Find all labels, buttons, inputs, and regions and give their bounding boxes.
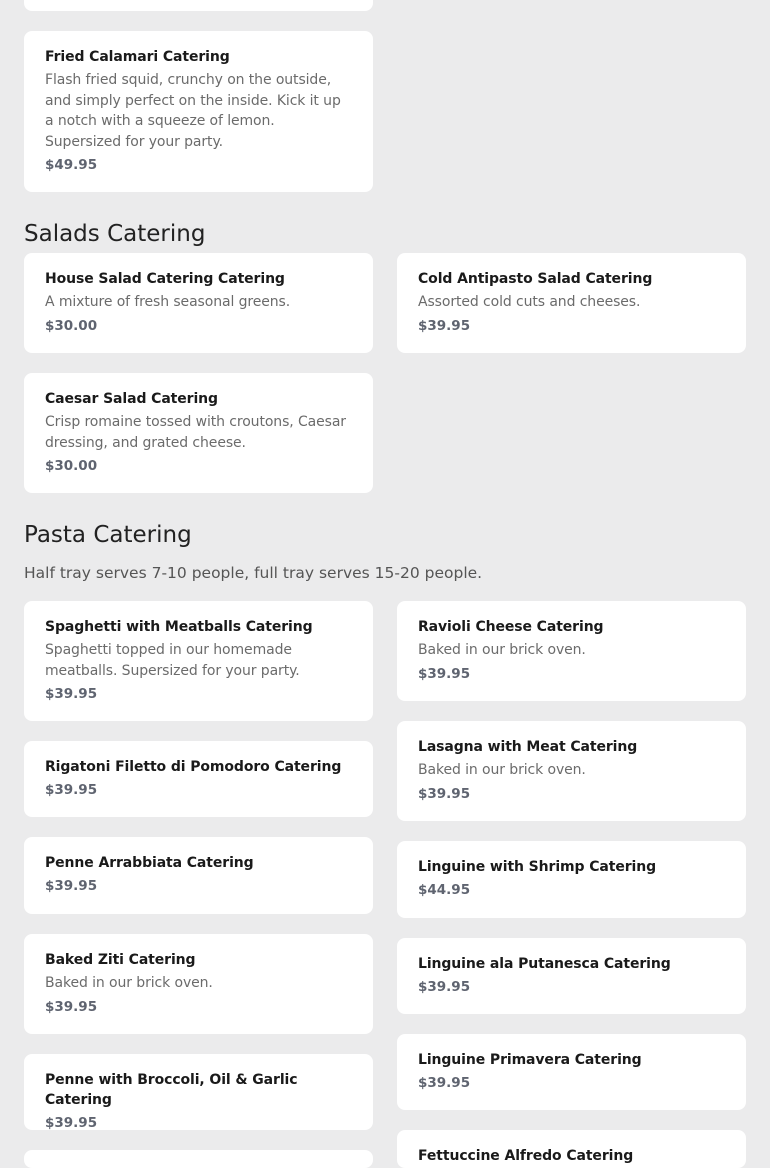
- menu-item-card[interactable]: [24, 253, 373, 353]
- item-price: $39.95: [418, 317, 471, 334]
- section-title-salads: Salads Catering: [24, 221, 206, 247]
- menu-item-card[interactable]: [24, 741, 373, 817]
- item-name: Fried Calamari Catering: [45, 49, 230, 65]
- item-name: Linguine Primavera Catering: [418, 1052, 642, 1068]
- menu-item-card[interactable]: [24, 934, 373, 1034]
- item-description: Assorted cold cuts and cheeses.: [418, 294, 641, 310]
- item-price: $30.00: [45, 458, 98, 474]
- item-description: Baked in our brick oven.: [418, 642, 586, 658]
- menu-item-card[interactable]: [24, 0, 373, 11]
- item-price: $39.95: [45, 878, 98, 894]
- item-name: Rigatoni Filetto di Pomodoro Catering: [45, 759, 342, 775]
- item-name: Spaghetti with Meatballs Catering: [45, 619, 313, 635]
- item-name: Penne with Broccoli, Oil & Garlic Catering: [45, 1072, 298, 1108]
- item-name: Baked Ziti Catering: [45, 952, 196, 968]
- menu-item-card[interactable]: [24, 1150, 373, 1168]
- menu-item-card[interactable]: [397, 721, 746, 821]
- item-price: $44.95: [418, 882, 471, 898]
- item-name: Linguine with Shrimp Catering: [418, 859, 657, 875]
- item-price: $39.95: [418, 785, 471, 802]
- menu-item-card[interactable]: [24, 601, 373, 721]
- item-name: Penne Arrabbiata Catering: [45, 855, 254, 871]
- menu-item-card[interactable]: [24, 31, 373, 192]
- item-price: $39.95: [418, 979, 471, 995]
- menu-item-card[interactable]: [397, 1130, 746, 1168]
- menu-item-card[interactable]: [397, 253, 746, 353]
- item-name: Caesar Salad Catering: [45, 391, 218, 407]
- item-description: Baked in our brick oven.: [45, 975, 213, 991]
- item-name: Fettuccine Alfredo Catering: [418, 1148, 634, 1164]
- menu-item-card[interactable]: [24, 837, 373, 914]
- section-note: Half tray serves 7-10 people, full tray serves 15-20 people.: [24, 564, 483, 582]
- item-description: Crisp romaine tossed with croutons, Caesar dressing, and grated cheese.: [45, 414, 346, 451]
- item-price: $39.95: [45, 686, 98, 702]
- item-price: $30.00: [45, 317, 98, 334]
- menu-item-card[interactable]: [24, 1054, 373, 1130]
- item-description: Spaghetti topped in our homemade meatballs. Supersized for your party.: [45, 642, 300, 679]
- section-title-pasta: Pasta Catering: [24, 522, 192, 548]
- menu-item-card[interactable]: [397, 601, 746, 701]
- item-description: Baked in our brick oven.: [418, 762, 586, 778]
- item-name: Ravioli Cheese Catering: [418, 619, 604, 635]
- item-name: House Salad Catering Catering: [45, 271, 285, 287]
- menu-item-card[interactable]: [397, 1034, 746, 1110]
- item-description: Flash fried squid, crunchy on the outside, and simply perfect on the inside. Kick it up a notch with a squeeze of lemon. Supersized for your party.: [45, 72, 341, 150]
- item-name: Linguine ala Putanesca Catering: [418, 956, 671, 972]
- menu-item-card[interactable]: [24, 373, 373, 493]
- item-price: $39.95: [418, 1075, 471, 1091]
- item-price: $39.95: [45, 782, 98, 798]
- item-price: $39.95: [45, 998, 98, 1015]
- menu-item-card[interactable]: [397, 938, 746, 1014]
- item-name: Cold Antipasto Salad Catering: [418, 271, 653, 287]
- item-name: Lasagna with Meat Catering: [418, 739, 638, 755]
- item-price: $49.95: [45, 157, 98, 173]
- item-description: A mixture of fresh seasonal greens.: [45, 294, 291, 310]
- menu-item-card[interactable]: [397, 841, 746, 918]
- item-price: $39.95: [45, 1115, 98, 1131]
- item-price: $39.95: [418, 665, 471, 682]
